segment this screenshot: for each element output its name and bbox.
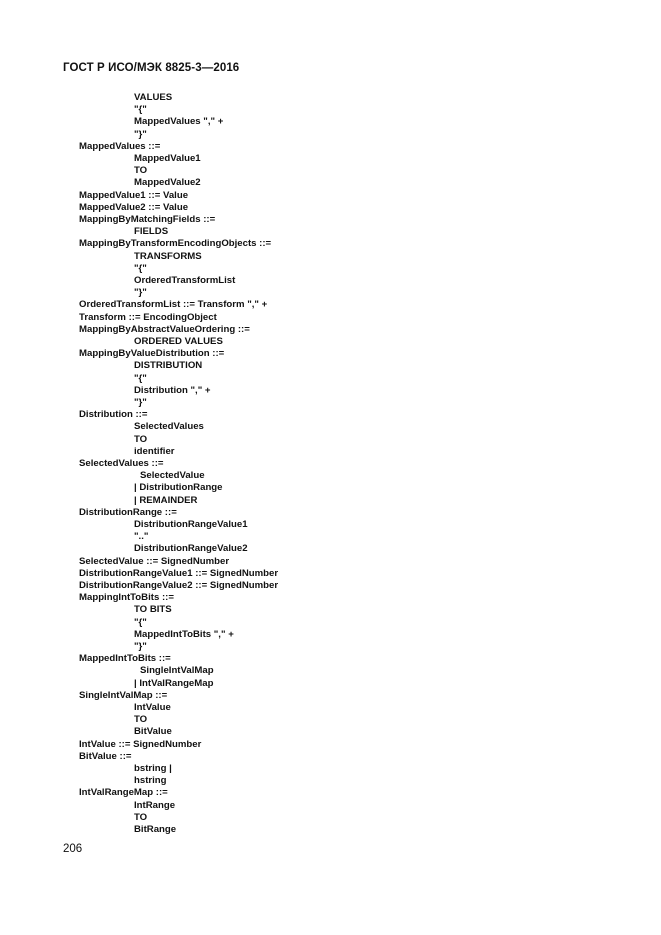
code-line: MappedValue2 ::= Value (79, 201, 189, 213)
code-line: MappedValue2 (134, 177, 201, 189)
code-line: OrderedTransformList (134, 275, 236, 286)
code-line: SingleIntValMap ::= (79, 689, 168, 701)
code-line: MappedValues ::= (79, 140, 161, 152)
code-line: MappingByTransformEncodingObjects ::= (79, 238, 272, 250)
code-line: MappedValues "," + (134, 116, 224, 128)
code-line: "}" (134, 128, 147, 140)
code-line: FIELDS (134, 226, 169, 238)
code-line: SelectedValues (134, 421, 204, 433)
code-line: MappingByMatchingFields ::= (79, 214, 216, 225)
code-line: DistributionRangeValue2 ::= SignedNumber (79, 580, 279, 591)
code-line: "{" (134, 262, 147, 274)
code-line: "{" (134, 372, 147, 384)
code-line: TO (134, 714, 148, 726)
code-line: BitValue (134, 726, 172, 738)
code-line: IntRange (134, 799, 176, 811)
code-line: VALUES (134, 92, 173, 103)
code-line: Distribution ::= (79, 409, 148, 421)
code-line: hstring (134, 775, 167, 787)
code-line: OrderedTransformList ::= Transform "," + (79, 299, 268, 311)
code-line: TO (134, 811, 148, 823)
code-line: "}" (134, 397, 147, 408)
code-line: ORDERED VALUES (134, 336, 223, 347)
code-line: SingleIntValMap (140, 665, 214, 677)
code-line: TRANSFORMS (134, 250, 202, 262)
code-line: SelectedValue ::= SignedNumber (79, 555, 230, 567)
page-number: 206 (63, 843, 83, 855)
code-line: "}" (134, 641, 147, 652)
code-line: identifier (134, 445, 175, 457)
code-line: Transform ::= EncodingObject (79, 311, 217, 323)
code-line: DistributionRangeValue1 ::= SignedNumber (79, 567, 279, 579)
code-line: | DistributionRange (134, 482, 223, 494)
code-line: | IntValRangeMap (134, 677, 214, 689)
code-line: TO (134, 433, 148, 445)
code-line: MappedIntToBits ::= (79, 653, 171, 665)
code-line: SelectedValues ::= (79, 458, 164, 469)
code-line: MappedIntToBits "," + (134, 628, 234, 640)
code-line: Distribution "," + (134, 384, 211, 396)
code-line: DistributionRange ::= (79, 506, 177, 518)
code-line: ".." (134, 531, 149, 543)
document-header: ГОСТ Р ИСО/МЭК 8825-3—2016 (63, 62, 240, 74)
code-line: "{" (134, 616, 147, 628)
code-line: | REMAINDER (134, 494, 198, 506)
code-line: TO BITS (134, 604, 172, 616)
code-line: IntValRangeMap ::= (79, 787, 168, 799)
code-line: DistributionRangeValue1 (134, 519, 248, 530)
code-line: IntValue ::= SignedNumber (79, 738, 202, 750)
code-line: "}" (134, 287, 147, 299)
code-line: bstring | (134, 763, 172, 774)
code-line: MappingIntToBits ::= (79, 592, 174, 604)
code-line: "{" (134, 104, 147, 116)
code-line: DISTRIBUTION (134, 360, 203, 372)
code-line: BitValue ::= (79, 750, 132, 762)
code-line: TO (134, 165, 148, 177)
code-line: MappedValue1 ::= Value (79, 189, 189, 201)
code-line: IntValue (134, 702, 171, 713)
code-line: MappedValue1 (134, 153, 201, 164)
code-line: DistributionRangeValue2 (134, 543, 248, 555)
code-line: SelectedValue (140, 470, 205, 482)
code-line: MappingByAbstractValueOrdering ::= (79, 323, 250, 335)
code-line: BitRange (134, 824, 177, 835)
code-line: MappingByValueDistribution ::= (79, 348, 225, 360)
